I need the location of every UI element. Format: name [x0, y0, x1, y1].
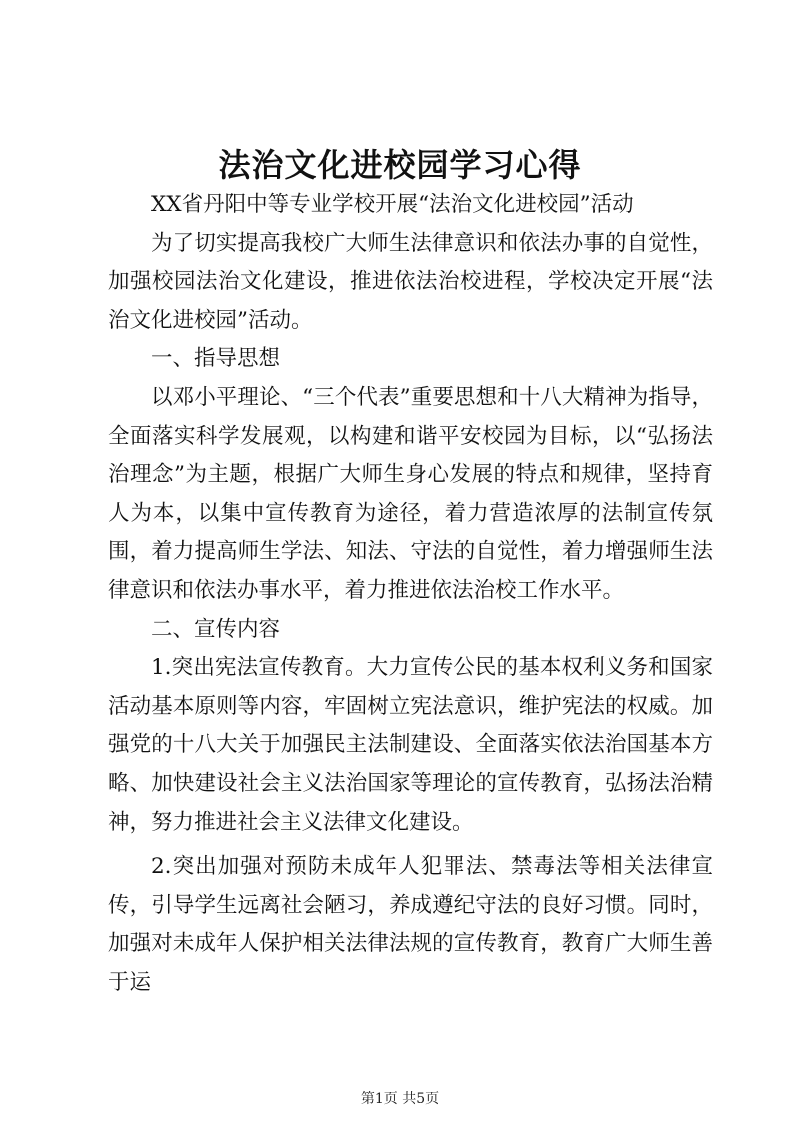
section-heading-guiding-ideology: 一、指导思想: [151, 346, 281, 372]
subtitle-paragraph: XX省丹阳中等专业学校开展“法治文化进校园”活动: [151, 192, 634, 217]
document-body: [108, 186, 713, 1002]
page-number-footer: 第1页 共5页: [360, 1091, 440, 1107]
content-item-2-paragraph: 2.突出加强对预防未成年人犯罪法、禁毒法等相关法律宣传，引导学生远离社会陋习，养成遵纪守法的良好习惯。同时，加强对未成年人保护相关法律法规的宣传教育，教育广大师生善于运: [108, 854, 713, 995]
intro-paragraph: 为了切实提高我校广大师生法律意识和依法办事的自觉性，加强校园法治文化建设，推进依法治校进程，学校决定开展“法治文化进校园”活动。: [108, 230, 713, 333]
section-heading-publicity-content: 二、宣传内容: [151, 616, 281, 642]
guiding-ideology-paragraph: 以邓小平理论、“三个代表”重要思想和十八大精神为指导，全面落实科学发展观，以构建和谐平安校园为目标，以“弘扬法治理念”为主题，根据广大师生身心发展的特点和规律，坚持育人为本，以集中宣传教育为途径，着力营造浓厚的法制宣传氛围，着力提高师生学法、知法、守法的自觉性，着力增强师生法律意识和依法办事水平，着力推进依法治校工作水平。: [108, 384, 713, 603]
document-title: 法治文化进校园学习心得: [218, 146, 582, 184]
content-item-1-paragraph: 1.突出宪法宣传教育。大力宣传公民的基本权利义务和国家活动基本原则等内容，牢固树立宪法意识，维护宪法的权威。加强党的十八大关于加强民主法制建设、全面落实依法治国基本方略、加快建设社会主义法治国家等理论的宣传教育，弘扬法治精神，努力推进社会主义法律文化建设。: [108, 655, 713, 835]
